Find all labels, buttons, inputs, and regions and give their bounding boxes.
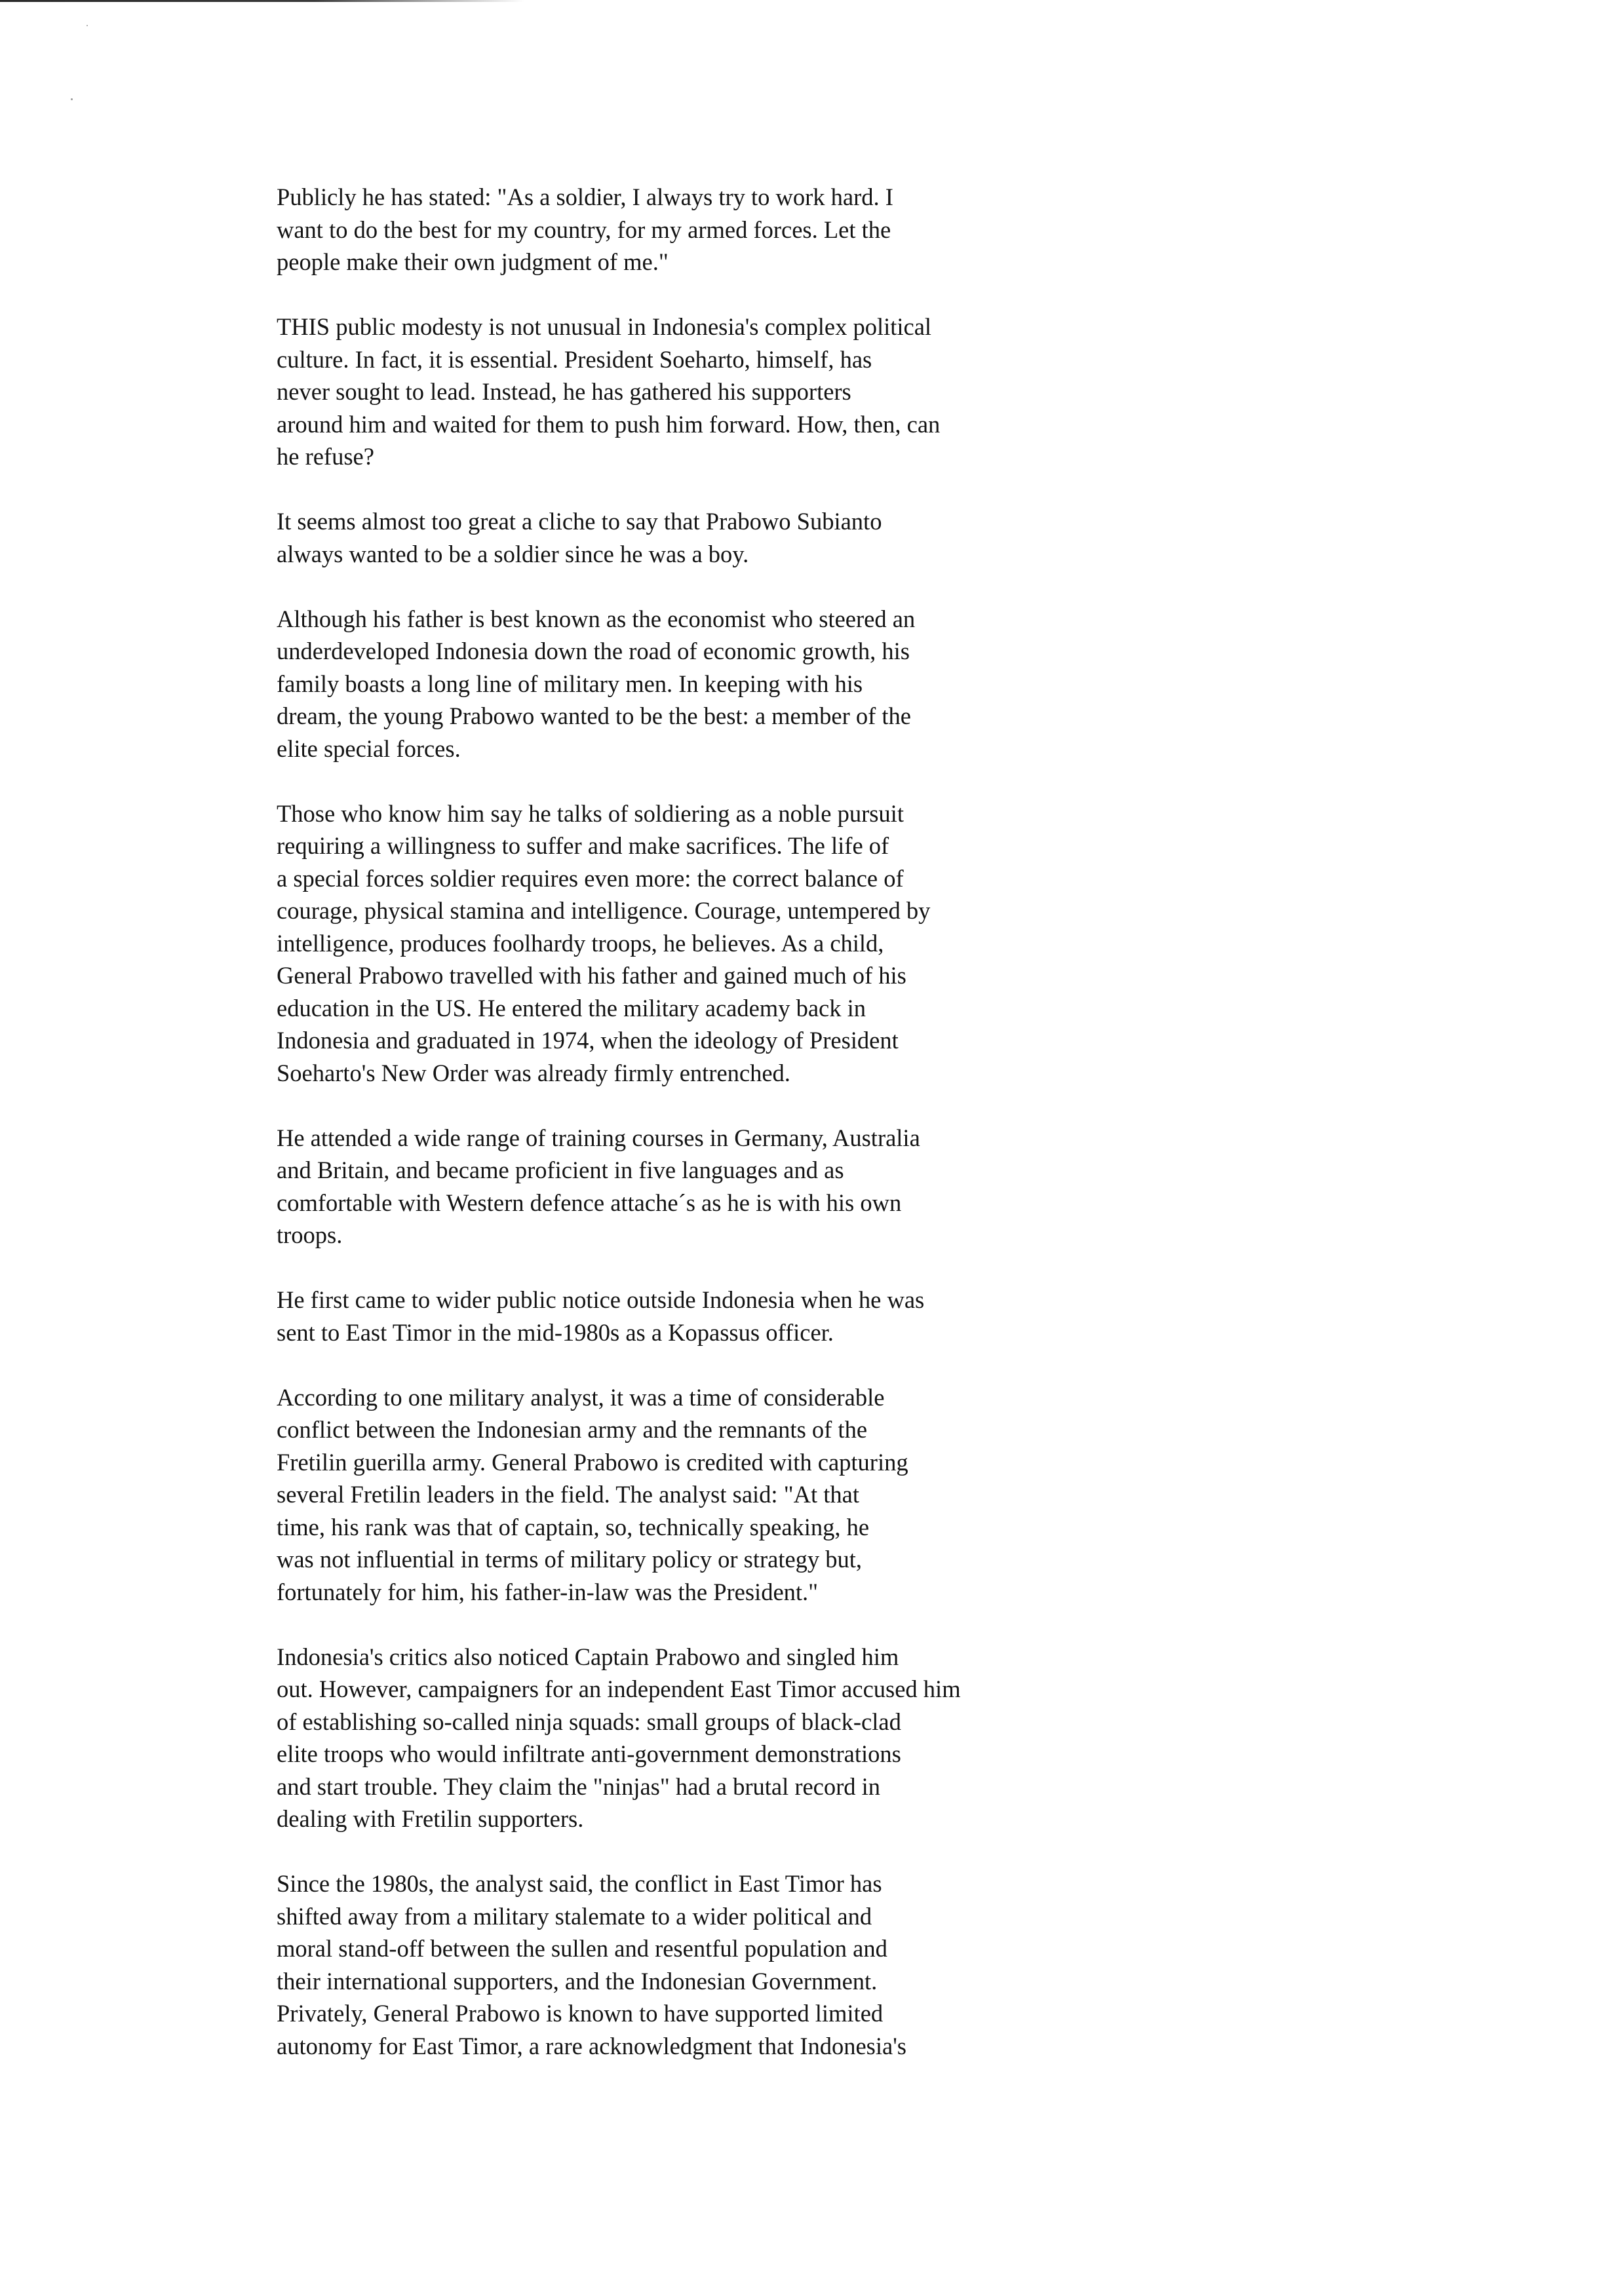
text-line: time, his rank was that of captain, so, technically speaking, he [277, 1513, 870, 1540]
text-line: requiring a willingness to suffer and make sacrifices. The life of [277, 832, 889, 859]
text-line: courage, physical stamina and intelligence. Courage, untempered by [277, 897, 931, 924]
text-line: Fretilin guerilla army. General Prabowo is credited with capturing [277, 1448, 908, 1476]
text-line: their international supporters, and the Indonesian Government. [277, 1967, 878, 1995]
text-line: underdeveloped Indonesia down the road of economic growth, his [277, 638, 910, 664]
text-line: Indonesia's critics also noticed Captain Prabowo and singled him [277, 1643, 899, 1670]
text-line: troops. [277, 1221, 343, 1248]
scan-speck [87, 25, 88, 26]
text-line: fortunately for him, his father-in-law was the President." [277, 1578, 819, 1605]
text-line: intelligence, produces foolhardy troops, he believes. As a child, [277, 929, 884, 957]
text-line: always wanted to be a soldier since he was a boy. [277, 540, 749, 567]
text-line: Although his father is best known as the economist who steered an [277, 605, 916, 632]
article-paragraph [277, 1284, 1456, 1349]
text-line: around him and waited for them to push him forward. How, then, can [277, 410, 941, 438]
text-line: people make their own judgment of me." [277, 248, 669, 275]
article-paragraph [277, 603, 1456, 765]
text-line: a special forces soldier requires even more: the correct balance of [277, 864, 904, 892]
text-line: General Prabowo travelled with his father and gained much of his [277, 962, 906, 989]
text-line: conflict between the Indonesian army and the remnants of the [277, 1416, 868, 1443]
text-line: several Fretilin leaders in the field. The analyst said: "At that [277, 1481, 859, 1508]
text-line: He attended a wide range of training courses in Germany, Australia [277, 1124, 920, 1151]
article-paragraph [277, 1641, 1456, 1835]
text-line: of establishing so-called ninja squads: small groups of black-clad [277, 1708, 901, 1735]
text-line: Publicly he has stated: "As a soldier, I always try to work hard. I [277, 183, 893, 210]
text-line: dream, the young Prabowo wanted to be the best: a member of the [277, 702, 911, 729]
text-line: out. However, campaigners for an independent East Timor accused him [277, 1675, 961, 1702]
text-line: Indonesia and graduated in 1974, when the ideology of President [277, 1027, 899, 1054]
text-line: dealing with Fretilin supporters. [277, 1805, 584, 1832]
text-line: and Britain, and became proficient in five languages and as [277, 1157, 844, 1183]
article-paragraph [277, 1867, 1456, 2062]
text-line: Privately, General Prabowo is known to have supported limited [277, 2000, 884, 2027]
article-paragraph [277, 505, 1456, 570]
text-line: he refuse? [277, 443, 374, 470]
text-line: culture. In fact, it is essential. President Soeharto, himself, has [277, 345, 872, 373]
text-line: He first came to wider public notice outside Indonesia when he was [277, 1286, 925, 1313]
text-line: and start trouble. They claim the "ninjas" had a brutal record in [277, 1772, 881, 1800]
article-body [277, 181, 1456, 2095]
article-paragraph [277, 181, 1456, 278]
article-paragraph [277, 311, 1456, 473]
text-line: shifted away from a military stalemate to a wider political and [277, 1902, 872, 1930]
text-line: Those who know him say he talks of soldiering as a noble pursuit [277, 799, 904, 827]
text-line: education in the US. He entered the military academy back in [277, 994, 866, 1022]
text-line: elite special forces. [277, 735, 461, 762]
text-line: moral stand-off between the sullen and resentful population and [277, 1935, 887, 1962]
text-line: THIS public modesty is not unusual in Indonesia's complex political [277, 313, 932, 340]
article-paragraph [277, 797, 1456, 1090]
article-paragraph [277, 1122, 1456, 1252]
text-line: never sought to lead. Instead, he has gathered his supporters [277, 378, 851, 405]
scan-speck [71, 98, 73, 100]
text-line: elite troops who would infiltrate anti-government demonstrations [277, 1740, 901, 1767]
text-line: Since the 1980s, the analyst said, the conflict in East Timor has [277, 1870, 882, 1897]
text-line: It seems almost too great a cliche to say that Prabowo Subianto [277, 508, 882, 535]
article-paragraph [277, 1381, 1456, 1609]
text-line: was not influential in terms of military policy or strategy but, [277, 1546, 863, 1573]
text-line: family boasts a long line of military men. In keeping with his [277, 670, 863, 697]
text-line: autonomy for East Timor, a rare acknowledgment that Indonesia's [277, 2032, 906, 2059]
text-line: According to one military analyst, it was a time of considerable [277, 1383, 885, 1411]
text-line: want to do the best for my country, for my armed forces. Let the [277, 216, 891, 243]
scan-edge-rule [0, 0, 524, 2]
text-line: comfortable with Western defence attache´s as he is with his own [277, 1189, 902, 1216]
text-line: Soeharto's New Order was already firmly entrenched. [277, 1059, 790, 1086]
text-line: sent to East Timor in the mid-1980s as a Kopassus officer. [277, 1318, 834, 1346]
